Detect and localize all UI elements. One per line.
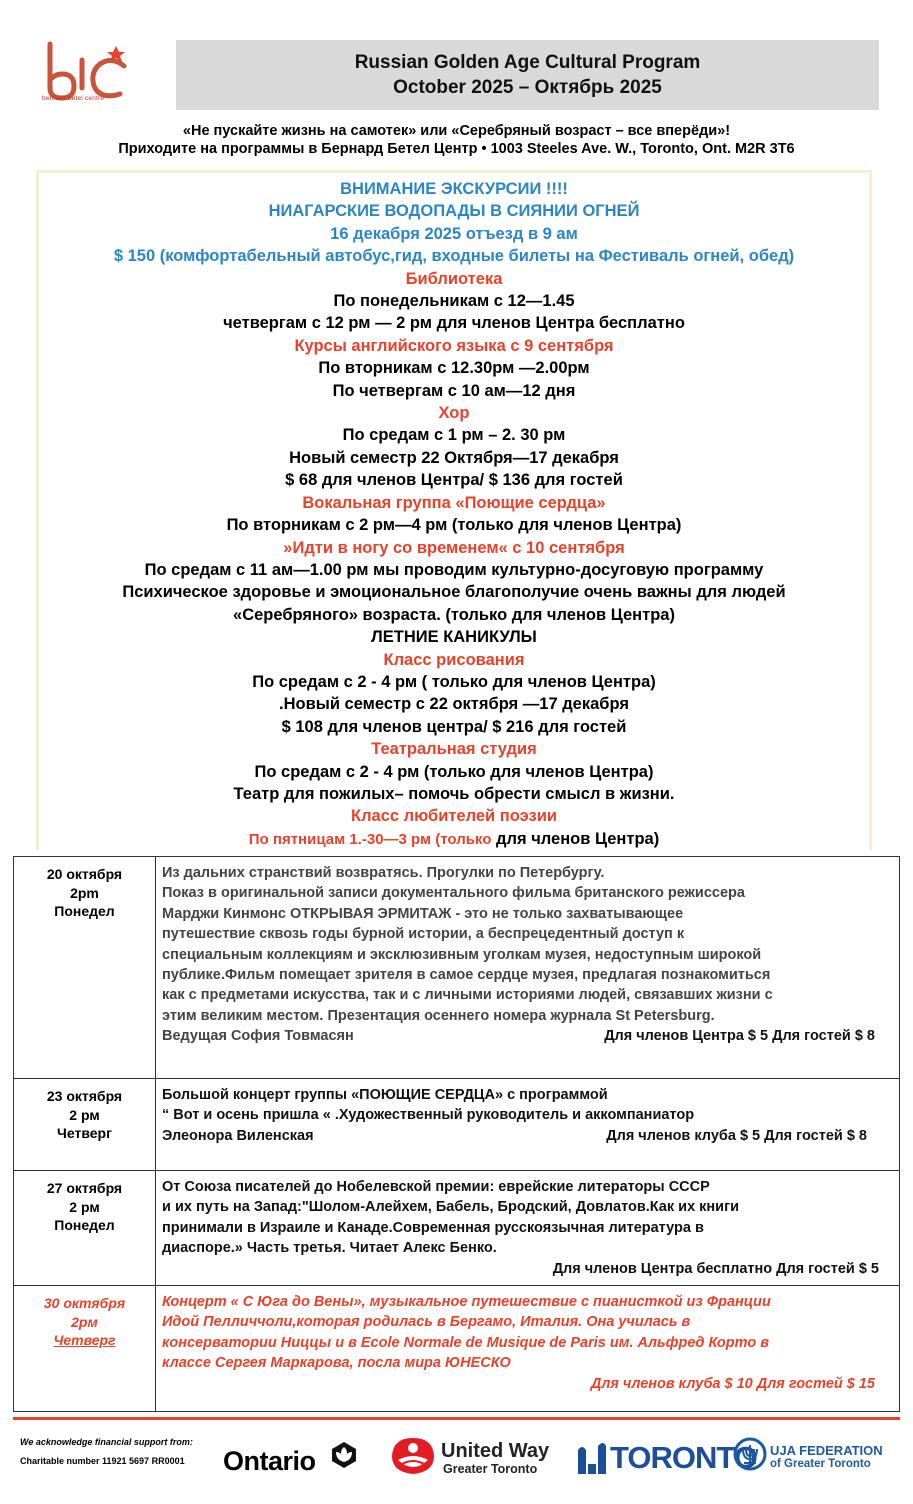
event-line: диаспоре.» Часть третья. Читает Алекс Бенко. — [162, 1240, 497, 1257]
poetry-title: Класс любителей поэзии — [351, 807, 557, 826]
library-line: По понедельникам с 12—1.45 — [333, 292, 575, 311]
title-box — [176, 40, 879, 110]
event-line: Большой концерт группы «ПОЮЩИЕ СЕРДЦА» с программой — [162, 1087, 608, 1103]
ontario-trillium-icon — [330, 1440, 358, 1475]
uja-menorah-icon — [733, 1437, 767, 1476]
english-line: По вторникам с 12.30рм —2.00рм — [318, 359, 590, 378]
event-day: Четверг — [57, 1125, 112, 1141]
step-line: По средам с 11 ам—1.00 рм мы проводим культурно-досуговую программу — [144, 560, 764, 579]
event-price: Для членов Центра $ 5 Для гостей $ 8 — [604, 1028, 875, 1045]
event-line: специальным коллекциям и эксклюзивным уголкам музея, недоступным широкой — [162, 946, 762, 963]
event-time: 2 рм — [69, 1106, 100, 1123]
acknowledgement: We acknowledge financial support from: — [20, 1437, 193, 1447]
poetry-line — [39, 828, 869, 851]
drawing-line: $ 108 для членов центра/ $ 216 для гостей — [281, 717, 627, 736]
table-row — [14, 1079, 900, 1171]
events-table — [13, 856, 900, 1412]
table-row — [14, 857, 900, 1079]
united-way-name: United Way — [441, 1440, 550, 1462]
choir-line: $ 68 для членов Центра/ $ 136 для гостей — [285, 471, 623, 490]
event-day: Понедел — [54, 903, 115, 919]
logo-text: bernard betel centre — [42, 95, 105, 102]
drawing-title: Класс рисования — [383, 650, 525, 669]
event-day: Четверг — [53, 1332, 116, 1349]
library-title: Библиотека — [405, 269, 503, 288]
event-time: 2pм — [71, 1313, 98, 1330]
step-title: »Идти в ногу со временем« с 10 сентября — [283, 538, 625, 557]
event-line: Из дальних странствий возвратясь. Прогулки по Петербургу. — [162, 865, 605, 881]
event-date-cell — [14, 1171, 156, 1286]
choir-title: Хор — [438, 404, 470, 423]
event-price: Для членов клуба $ 5 Для гостей $ 8 — [606, 1127, 867, 1144]
event-description — [156, 857, 900, 1079]
event-host-price — [162, 1126, 893, 1146]
excursion-title: ВНИМАНИЕ ЭКСКУРСИИ !!!! — [340, 180, 568, 198]
event-line: этим великим местом. Презентация осеннего номера журнала St Petersburg. — [162, 1007, 715, 1024]
ontario-logo-text: Ontario — [223, 1446, 316, 1476]
event-line: Идой Пелличчоли,которая родилась в Бергамо, Италия. Она училась в — [162, 1314, 691, 1331]
event-line: “ Вот и осень пришла « .Художественный руководитель и аккомпаниатор — [162, 1107, 695, 1124]
summer-break: ЛЕТНИЕ КАНИКУЛЫ — [371, 628, 537, 647]
drawing-line: По средам с 2 - 4 рм ( только для членов Центра) — [252, 672, 656, 691]
event-day: Понедел — [54, 1217, 115, 1233]
excursion-price: $ 150 (комфортабельный автобус,гид, входные билеты на Фестиваль огней, обед) — [113, 247, 795, 266]
event-line: как с предметами искусства, так и с личными историями людей, связавших жизни с — [162, 987, 773, 1004]
event-line: От Союза писателей до Нобелевской премии: еврейские литераторы СССР — [162, 1179, 710, 1195]
event-date-cell — [14, 1079, 156, 1171]
vocal-line: По вторникам с 2 рм—4 рм (только для членов Центра) — [226, 516, 682, 535]
event-line: Марджи Кинмонс ОТКРЫВАЯ ЭРМИТАЖ - это не только захватывающее — [162, 905, 684, 922]
event-date-cell — [14, 1286, 156, 1412]
table-row — [14, 1171, 900, 1286]
event-date-cell — [14, 857, 156, 1079]
toronto-city-hall-icon — [576, 1440, 608, 1481]
theatre-title: Театральная студия — [371, 740, 537, 759]
event-date: 30 октября — [43, 1295, 126, 1312]
english-line: По четвергам с 10 ам—12 дня — [332, 381, 576, 400]
event-line: принимали в Израиле и Канаде.Современная русскоязычная литература в — [162, 1219, 704, 1236]
poetry-members: для членов Центра) — [491, 829, 660, 848]
title-line-1: Russian Golden Age Cultural Program — [354, 52, 701, 73]
event-description — [156, 1079, 900, 1171]
event-line: консерватории Ниццы и в Ecole Normale de Musique de Paris им. Альфред Корто в — [162, 1334, 769, 1351]
excursion-name: НИАГАРСКИЕ ВОДОПАДЫ В СИЯНИИ ОГНЕЙ — [268, 202, 640, 221]
poetry-time: По пятницам 1.-30—3 рм (только — [248, 830, 492, 848]
choir-line: Новый семестр 22 Октября—17 декабря — [289, 448, 619, 467]
uja-name: UJA FEDERATION — [770, 1443, 883, 1458]
table-row — [14, 1286, 900, 1412]
vocal-title: Вокальная группа «Поющие сердца» — [302, 493, 606, 512]
toronto-logo-text: TORONTO — [610, 1440, 757, 1475]
uja-sub: of Greater Toronto — [770, 1458, 871, 1470]
event-price: Для членов клуба $ 10 Для гостей $ 15 — [590, 1375, 875, 1392]
event-line: Концерт « С Юга до Вены», музыкальное путешествие с пианисткой из Франции — [162, 1294, 771, 1311]
title-line-2: October 2025 – Октябрь 2025 — [393, 77, 662, 98]
event-line: публике.Фильм помещает зрителя в самое сердце музея, предлагая познакомиться — [162, 967, 771, 984]
event-line: путешествие сквозь годы бурной истории, а беспрецедентный доступ к — [162, 926, 685, 943]
announcements-box — [36, 170, 872, 850]
event-date: 27 октября — [46, 1180, 123, 1196]
event-time: 2pm — [70, 884, 99, 901]
event-date: 23 октября — [46, 1088, 123, 1104]
event-host-price — [162, 1026, 893, 1046]
library-line: четвергам с 12 рм — 2 рм для членов Центра бесплатно — [223, 314, 685, 333]
event-price: Для членов Центра бесплатно Для гостей $ 5 — [552, 1260, 879, 1277]
charitable-number: Charitable number 11921 5697 RR0001 — [20, 1456, 185, 1466]
event-line: и их путь на Запад:"Шолом-Алейхем, Бабель, Бродский, Довлатов.Как их книги — [162, 1199, 740, 1216]
motto: «Не пускайте жизнь на самотек» или «Серебряный возраст – все вперёди»! — [182, 123, 731, 139]
drawing-line: .Новый семестр с 22 октября —17 декабря — [279, 695, 629, 714]
english-title: Курсы английского языка с 9 сентября — [294, 336, 614, 355]
excursion-date: 16 декабря 2025 отъезд в 9 ам — [330, 224, 578, 243]
united-way-icon — [388, 1434, 438, 1481]
choir-line: По средам с 1 рм – 2. 30 рм — [342, 426, 566, 445]
step-line: «Серебряного» возраста. (только для членов Центра) — [233, 605, 675, 624]
event-date: 20 октября — [46, 866, 123, 882]
event-line: Показ в оригинальной записи документального фильма британского режиссера — [162, 885, 745, 902]
event-host: Элеонора Виленская — [162, 1127, 314, 1144]
theatre-line: По средам с 2 - 4 рм (только для членов Центра) — [254, 762, 654, 781]
footer-divider — [13, 1417, 900, 1420]
address-line: Приходите на программы в Бернард Бетел Центр • 1003 Steeles Ave. W., Toronto, Ont. M2R 3T6 — [118, 141, 795, 157]
event-line: классе Сергея Маркарова, посла мира ЮНЕСКО — [162, 1355, 511, 1372]
event-description — [156, 1286, 900, 1412]
step-line: Психическое здоровье и эмоциональное благополучие очень важны для людей — [122, 583, 786, 602]
event-time: 2 рм — [69, 1198, 100, 1215]
united-way-sub: Greater Toronto — [443, 1462, 538, 1476]
theatre-line: Театр для пожилых– помочь обрести смысл в жизни. — [233, 784, 675, 803]
event-description — [156, 1171, 900, 1286]
event-host: Ведущая София Товмасян — [162, 1028, 354, 1045]
